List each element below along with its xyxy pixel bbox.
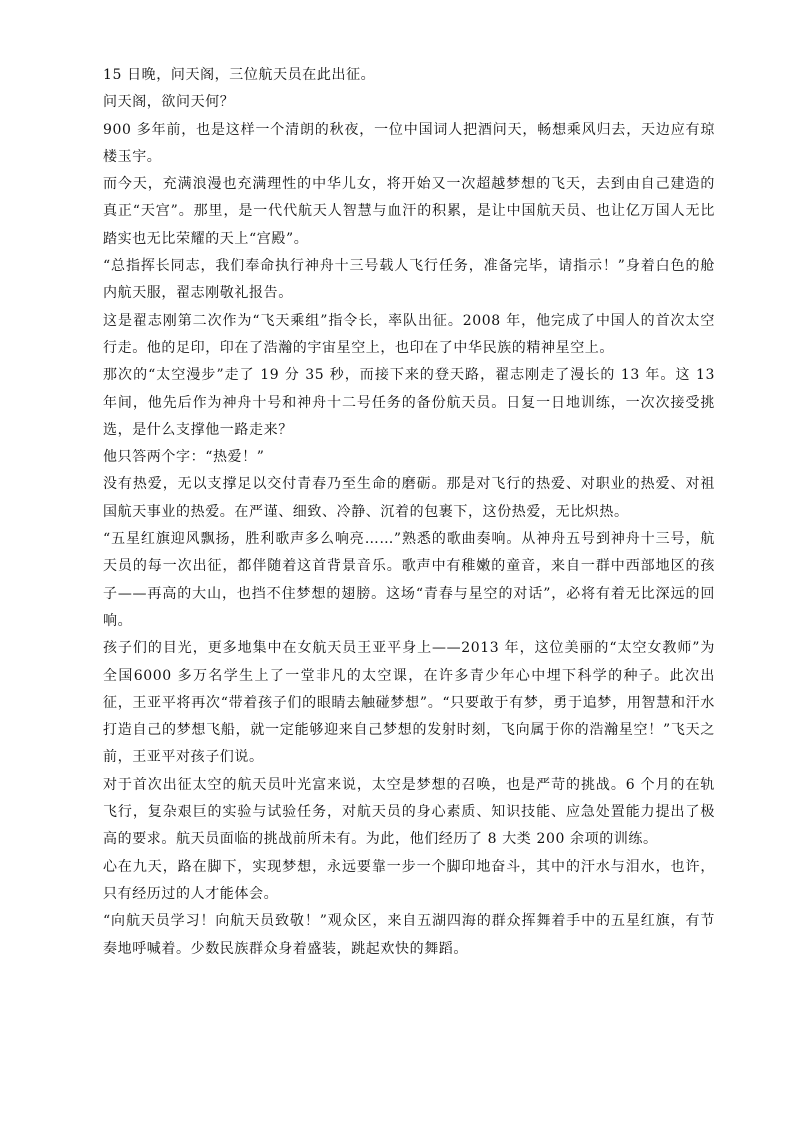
paragraph: 问天阁，欲问天何？ bbox=[103, 94, 235, 111]
paragraph: “向航天员学习！向航天员致敬！”观众区，来自五湖四海的群众挥舞着手中的五星红旗，有节奏地呼喊着。少数民族群众身着盛装，跳起欢快的舞蹈。 bbox=[103, 913, 715, 957]
paragraph: 这是翟志刚第二次作为“飞天乘组”指令长，率队出征。2008 年，他完成了中国人的首次太空行走。他的足印，印在了浩瀚的宇宙星空上，也印在了中华民族的精神星空上。 bbox=[103, 312, 715, 356]
paragraph: 他只答两个字：“热爱！” bbox=[103, 449, 265, 466]
article-body bbox=[103, 62, 715, 963]
paragraph: “总指挥长同志，我们奉命执行神舟十三号载人飞行任务，准备完毕，请指示！”身着白色的舱内航天服，翟志刚敬礼报告。 bbox=[103, 258, 715, 302]
paragraph: 而今天，充满浪漫也充满理性的中华儿女，将开始又一次超越梦想的飞天，去到由自己建造的真正“天宫”。那里，是一代代航天人智慧与血汗的积累，是让中国航天员、也让亿万国人无比踏实也无比荣耀的天上“宫殿”。 bbox=[103, 176, 715, 247]
paragraph: 心在九天，路在脚下，实现梦想，永远要靠一步一个脚印地奋斗，其中的汗水与泪水，也许，只有经历过的人才能体会。 bbox=[103, 858, 715, 902]
paragraph: 孩子们的目光，更多地集中在女航天员王亚平身上——2013 年，这位美丽的“太空女教师”为全国6000 多万名学生上了一堂非凡的太空课，在许多青少年心中埋下科学的种子。此次出征，王亚平将再次“带着孩子们的眼睛去触碰梦想”。“只要敢于有梦，勇于追梦，用智慧和汗水打造自己的梦想飞船，就一定能够迎来自己梦想的发射时刻，飞向属于你的浩瀚星空！”飞天之前，王亚平对孩子们说。 bbox=[103, 640, 715, 766]
paragraph: 对于首次出征太空的航天员叶光富来说，太空是梦想的召唤，也是严苛的挑战。6 个月的在轨飞行，复杂艰巨的实验与试验任务，对航天员的身心素质、知识技能、应急处置能力提出了极高的要求。航天员面临的挑战前所未有。为此，他们经历了 8 大类 200 余项的训练。 bbox=[103, 776, 715, 848]
paragraph: 那次的“太空漫步”走了 19 分 35 秒，而接下来的登天路，翟志刚走了漫长的 13 年。这 13 年间，他先后作为神舟十号和神舟十二号任务的备份航天员。日复一日地训练，一次次接受挑选，是什么支撑他一路走来？ bbox=[103, 367, 715, 438]
paragraph: 900 多年前，也是这样一个清朗的秋夜，一位中国词人把酒问天，畅想乘风归去，天边应有琼楼玉宇。 bbox=[103, 121, 715, 165]
paragraph: “五星红旗迎风飘扬，胜利歌声多么响亮……”熟悉的歌曲奏响。从神舟五号到神舟十三号，航天员的每一次出征，都伴随着这首背景音乐。歌声中有稚嫩的童音，来自一群中西部地区的孩子——再高的大山，也挡不住梦想的翅膀。这场“青春与星空的对话”，必将有着无比深远的回响。 bbox=[103, 531, 715, 629]
paragraph: 15 日晚，问天阁，三位航天员在此出征。 bbox=[103, 67, 376, 83]
paragraph: 没有热爱，无以支撑足以交付青春乃至生命的磨砺。那是对飞行的热爱、对职业的热爱、对祖国航天事业的热爱。在严谨、细致、冷静、沉着的包裹下，这份热爱，无比炽热。 bbox=[103, 476, 715, 520]
